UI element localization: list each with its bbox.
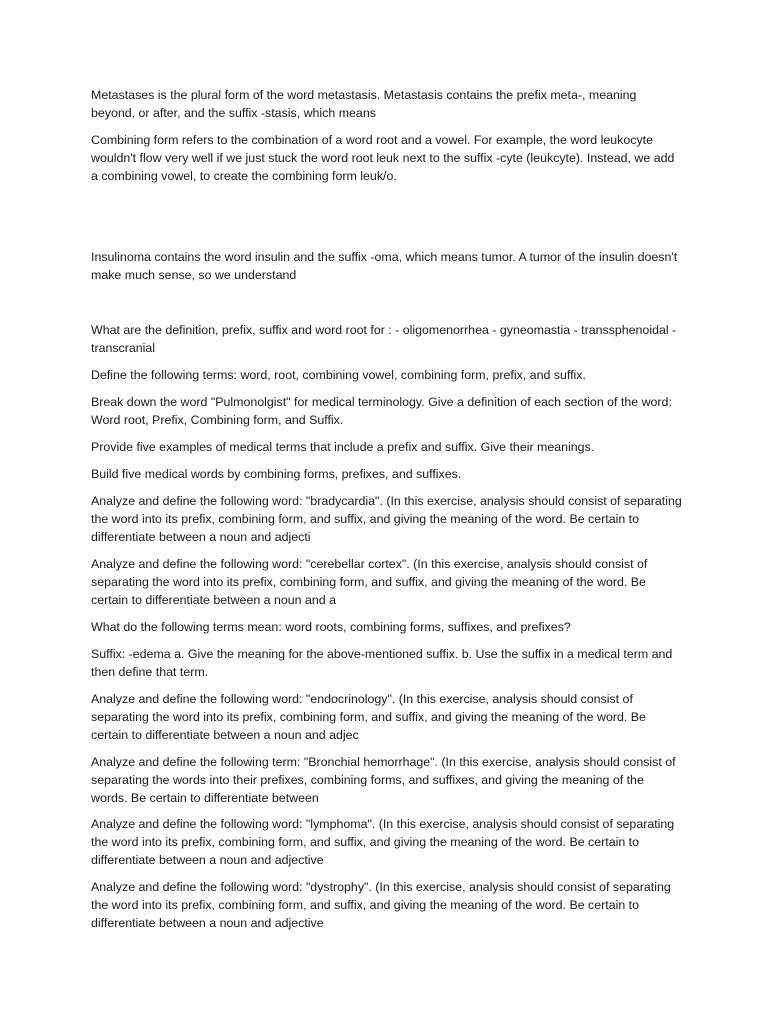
paragraph-question-definitions: What are the definition, prefix, suffix and word root for : - oligomenorrhea - gyneomastia - transsphenoidal - transcranial: [91, 323, 677, 355]
paragraph-combining-form: Combining form refers to the combination of a word root and a vowel. For example, the word leukocyte wouldn't flow very well if we just stuck the word root leuk next to the suffix -cyte (leukcyte). Instead, we add a combining vowel, to create the combining form leuk/o.: [91, 133, 675, 183]
paragraph-question-pulmonologist: Break down the word "Pulmonolgist" for medical terminology. Give a definition of each section of the word: Word root, Prefix, Combining form, and Suffix.: [91, 395, 672, 427]
paragraph-question-bronchial-hemorrhage: Analyze and define the following term: "Bronchial hemorrhage". (In this exercise, analysis should consist of separating the words into their prefixes, combining forms, and suffixes, and giving the meaning of the words. Be certain to differentiate between: [91, 755, 676, 805]
paragraph-question-endocrinology: Analyze and define the following word: "endocrinology". (In this exercise, analysis should consist of separating the word into its prefix, combining form, and suffix, and giving the meaning of the word. Be certain to differentiate between a noun and adjec: [91, 692, 646, 742]
paragraph-question-lymphoma: Analyze and define the following word: "lymphoma". (In this exercise, analysis should consist of separating the word into its prefix, combining form, and suffix, and giving the meaning of the word. Be certain to differentiate between a noun and adjective: [91, 817, 675, 867]
paragraph-question-define-terms: Define the following terms: word, root, combining vowel, combining form, prefix, and suffix.: [91, 368, 586, 382]
paragraph-question-bradycardia: Analyze and define the following word: "bradycardia". (In this exercise, analysis should consist of separating the word into its prefix, combining form, and suffix, and giving the meaning of the word. Be certain to differentiate between a noun and adjecti: [91, 494, 682, 544]
paragraph-question-cerebellar-cortex: Analyze and define the following word: "cerebellar cortex". (In this exercise, analysis should consist of separating the word into its prefix, combining form, and suffix, and giving the meaning of the word. Be certain to differentiate between a noun and a: [91, 557, 648, 607]
paragraph-question-edema: Suffix: -edema a. Give the meaning for the above-mentioned suffix. b. Use the suffix in a medical term and then define that term.: [91, 647, 673, 679]
paragraph-question-terms-mean: What do the following terms mean: word roots, combining forms, suffixes, and prefixes?: [91, 620, 571, 634]
paragraph-insulinoma: Insulinoma contains the word insulin and the suffix -oma, which means tumor. A tumor of the insulin doesn't make much sense, so we understand: [91, 250, 678, 282]
paragraph-question-build-words: Build five medical words by combining forms, prefixes, and suffixes.: [91, 467, 462, 481]
paragraph-metastases: Metastases is the plural form of the word metastasis. Metastasis contains the prefix meta-, meaning beyond, or after, and the suffix -stasis, which means: [91, 88, 637, 120]
paragraph-question-dystrophy: Analyze and define the following word: "dystrophy". (In this exercise, analysis should consist of separating the word into its prefix, combining form, and suffix, and giving the meaning of the word. Be certain to differentiate between a noun and adjective: [91, 880, 671, 930]
paragraph-question-five-examples: Provide five examples of medical terms that include a prefix and suffix. Give their meanings.: [91, 440, 595, 454]
